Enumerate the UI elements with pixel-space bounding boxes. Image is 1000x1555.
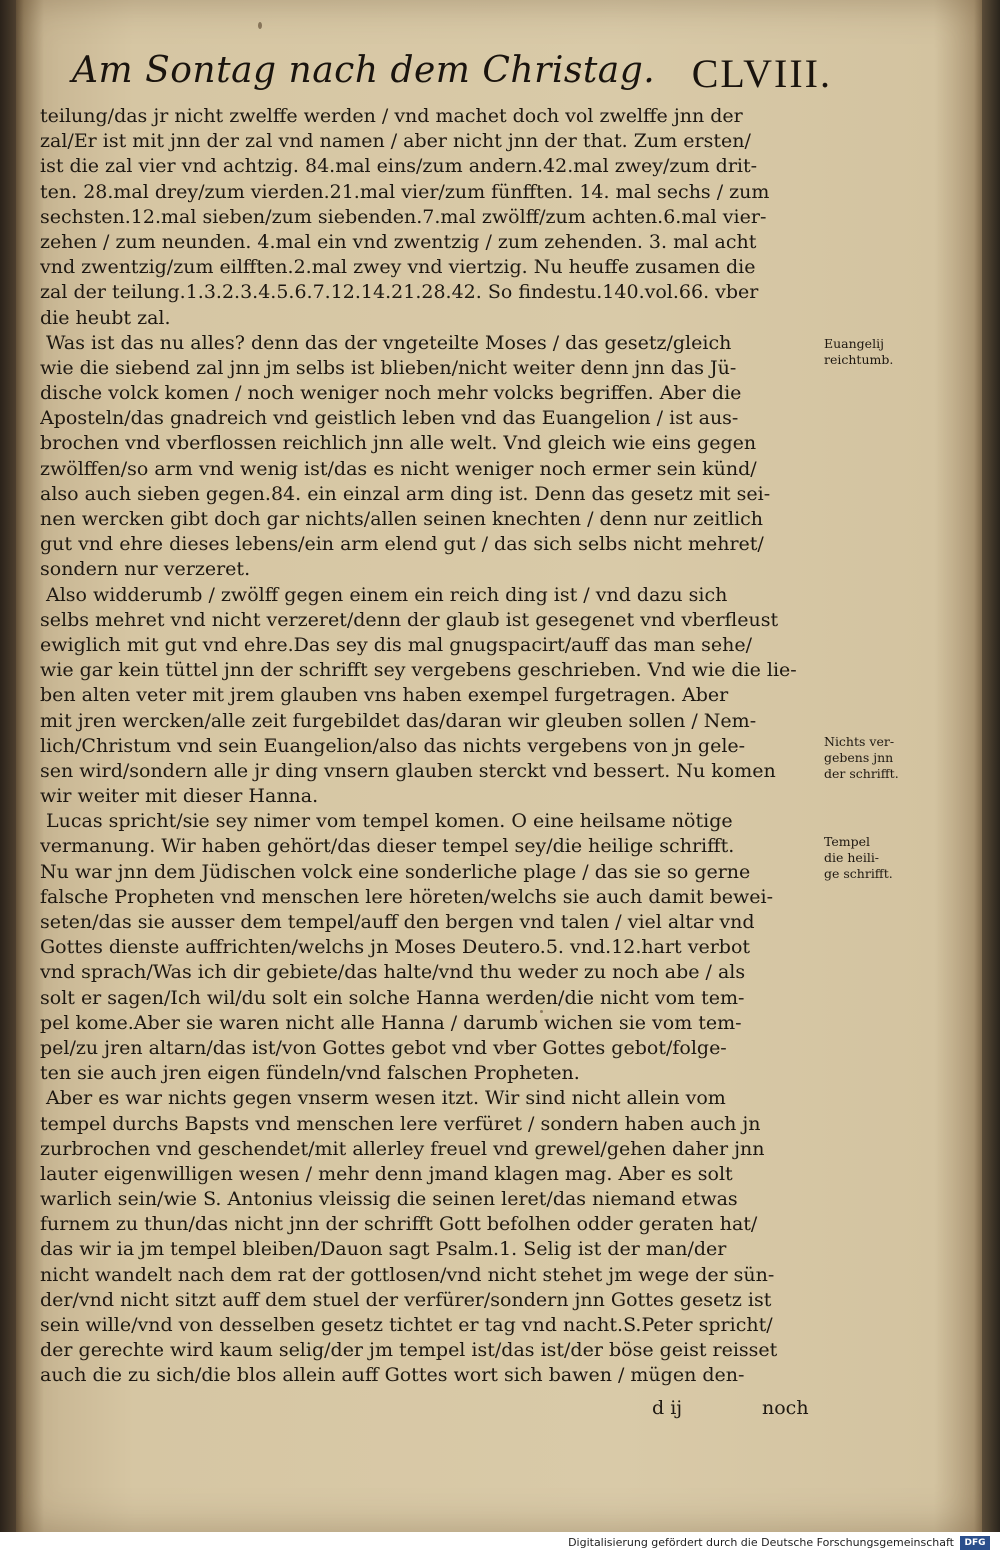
- text-line: ten sie auch jren eigen fündeln/vnd falschen Propheten.: [40, 1062, 580, 1085]
- text-line: lich/Christum vnd sein Euangelion/also das nichts vergebens von jn gele-: [40, 734, 746, 757]
- signature-mark: d ij: [652, 1397, 683, 1419]
- text-line: teilung/das jr nicht zwelffe werden / vnd machet doch vol zwelffe jnn der: [40, 105, 743, 127]
- text-line: der/vnd nicht sitzt auff dem stuel der verfürer/sondern jnn Gottes gesetz ist: [40, 1288, 772, 1311]
- text-line: falsche Propheten vnd menschen lere höreten/welchs sie auch damit bewei-: [40, 885, 773, 908]
- margin-note-line: die heili-: [824, 850, 880, 865]
- text-line: wie gar kein tüttel jnn der schrifft sey vergebens geschrieben. Vnd wie die lie-: [40, 659, 797, 682]
- text-line: Lucas spricht/sie sey nimer vom tempel komen. O eine heilsame nötige: [46, 810, 733, 833]
- text-line: Was ist das nu alles? denn das der vngeteilte Moses / das gesetz/gleich: [46, 331, 732, 354]
- text-line: zurbrochen vnd geschendet/mit allerley freuel vnd grewel/gehen daher jnn: [40, 1137, 765, 1160]
- text-line: vnd sprach/Was ich dir gebiete/das halte/vnd thu weder zu noch abe / als: [40, 961, 746, 984]
- text-line: gut vnd ehre dieses lebens/ein arm elend gut / das sich selbs nicht mehret/: [40, 533, 764, 556]
- text-line: nen wercken gibt doch gar nichts/allen seinen knechten / denn nur zeitlich: [40, 508, 764, 530]
- running-header: [72, 50, 832, 102]
- text-line: vermanung. Wir haben gehört/das dieser tempel sey/die heilige schrifft.: [40, 835, 735, 858]
- text-line: wie die siebend zal jnn jm selbs ist blieben/nicht weiter denn jnn das Jü-: [40, 356, 737, 379]
- text-line: zal/Er ist mit jnn der zal vnd namen / aber nicht jnn der that. Zum ersten/: [40, 130, 751, 153]
- margin-note-line: ge schrifft.: [824, 866, 893, 881]
- dfg-logo-icon: DFG: [960, 1536, 990, 1550]
- running-title: Am Sontag nach dem Christag.: [72, 50, 656, 91]
- text-line: zehen / zum neunden. 4.mal ein vnd zwentzig / zum zehenden. 3. mal acht: [40, 230, 757, 253]
- margin-note: [824, 336, 944, 368]
- text-line: ewiglich mit gut vnd ehre.Das sey dis mal gnugspacirt/auff das man sehe/: [40, 633, 753, 656]
- book-spine: [0, 0, 16, 1532]
- text-line: Gottes dienste auffrichten/welchs jn Moses Deutero.5. vnd.12.hart verbot: [40, 936, 751, 959]
- catchword: noch: [762, 1397, 809, 1419]
- text-line: seten/das sie ausser dem tempel/auff den bergen vnd talen / viel altar vnd: [40, 911, 755, 933]
- text-line: ist die zal vier vnd achtzig. 84.mal eins/zum andern.42.mal zwey/zum drit-: [40, 155, 758, 178]
- text-line: furnem zu thun/das nicht jnn der schrifft Gott befolhen odder geraten hat/: [40, 1213, 758, 1236]
- text-line: brochen vnd vberflossen reichlich jnn alle welt. Vnd gleich wie eins gegen: [40, 432, 757, 455]
- text-line: auch die zu sich/die blos allein auff Gottes wort sich bawen / mügen den-: [40, 1364, 745, 1387]
- margin-note-line: reichtumb.: [824, 352, 894, 367]
- margin-note: [824, 834, 944, 882]
- page-edge: [982, 0, 1000, 1532]
- footer-bar: [0, 1532, 1000, 1555]
- margin-note-line: Euangelij: [824, 336, 884, 351]
- text-line: wir weiter mit dieser Hanna.: [40, 785, 319, 808]
- text-line: das wir ia jm tempel bleiben/Dauon sagt Psalm.1. Selig ist der man/der: [40, 1238, 727, 1261]
- text-line: Also widderumb / zwölff gegen einem ein reich ding ist / vnd dazu sich: [46, 583, 728, 606]
- text-line: mit jren wercken/alle zeit furgebildet das/daran wir gleuben sollen / Nem-: [40, 709, 757, 732]
- text-line: vnd zwentzig/zum eilfften.2.mal zwey vnd viertzig. Nu heuffe zusamen die: [40, 256, 756, 279]
- margin-note-line: Tempel: [824, 834, 871, 849]
- text-line: Aber es war nichts gegen vnserm wesen itzt. Wir sind nicht allein vom: [46, 1087, 726, 1110]
- folio-number: CLVIII.: [691, 51, 832, 96]
- paper-speck: [258, 22, 262, 29]
- text-line: warlich sein/wie S. Antonius vleissig die seinen leret/das niemand etwas: [40, 1188, 738, 1211]
- text-line: dische volck komen / noch weniger noch mehr volcks begriffen. Aber die: [40, 382, 742, 405]
- text-line: nicht wandelt nach dem rat der gottlosen/vnd nicht stehet jm wege der sün-: [40, 1263, 775, 1286]
- text-line: solt er sagen/Ich wil/du solt ein solche Hanna werden/die nicht vom tem-: [40, 986, 745, 1009]
- text-line: die heubt zal.: [40, 306, 171, 329]
- text-line: sechsten.12.mal sieben/zum siebenden.7.mal zwölff/zum achten.6.mal vier-: [40, 205, 767, 228]
- text-line: zwölffen/so arm vnd wenig ist/das es nicht weniger noch ermer sein künd/: [40, 457, 757, 480]
- text-line: der gerechte wird kaum selig/der jm tempel ist/das ist/der böse geist reisset: [40, 1339, 778, 1362]
- text-line: selbs mehret vnd nicht verzeret/denn der glaub ist gesegenet vnd vberfleust: [40, 608, 779, 631]
- text-line: tempel durchs Bapsts vnd menschen lere verfüret / sondern haben auch jn: [40, 1112, 761, 1135]
- margin-note-line: gebens jnn: [824, 750, 894, 765]
- text-line: ben alten veter mit jrem glauben vns haben exempel furgetragen. Aber: [40, 684, 729, 707]
- text-line: Nu war jnn dem Jüdischen volck eine sonderliche plage / das sie so gerne: [40, 860, 751, 883]
- text-line: ten. 28.mal drey/zum vierden.21.mal vier/zum fünfften. 14. mal sechs / zum: [40, 180, 770, 203]
- text-line: zal der teilung.1.3.2.3.4.5.6.7.12.14.21.28.42. So findestu.140.vol.66. vber: [40, 281, 759, 304]
- text-line: sein wille/vnd von desselben gesetz tichtet er tag vnd nacht.S.Peter spricht/: [40, 1314, 773, 1336]
- text-line: lauter eigenwilligen wesen / mehr denn jmand klagen mag. Aber es solt: [40, 1162, 733, 1185]
- text-line: pel/zu jren altarn/das ist/von Gottes gebot vnd vber Gottes gebot/folge-: [40, 1036, 727, 1059]
- text-line: sen wird/sondern alle jr ding vnsern glauben sterckt vnd bessert. Nu komen: [40, 759, 776, 782]
- margin-note: [824, 734, 944, 782]
- text-line: Aposteln/das gnadreich vnd geistlich leben vnd das Euangelion / ist aus-: [40, 407, 739, 430]
- margin-note-line: der schrifft.: [824, 766, 899, 781]
- text-line: pel kome.Aber sie waren nicht alle Hanna / darumb wichen sie vom tem-: [40, 1011, 742, 1034]
- body-text: [40, 104, 818, 1389]
- funding-credit: Digitalisierung gefördert durch die Deutsche Forschungsgemeinschaft: [568, 1536, 954, 1549]
- text-line: also auch sieben gegen.84. ein einzal arm ding ist. Denn das gesetz mit sei-: [40, 482, 771, 505]
- text-line: sondern nur verzeret.: [40, 558, 251, 581]
- margin-note-line: Nichts ver-: [824, 734, 895, 749]
